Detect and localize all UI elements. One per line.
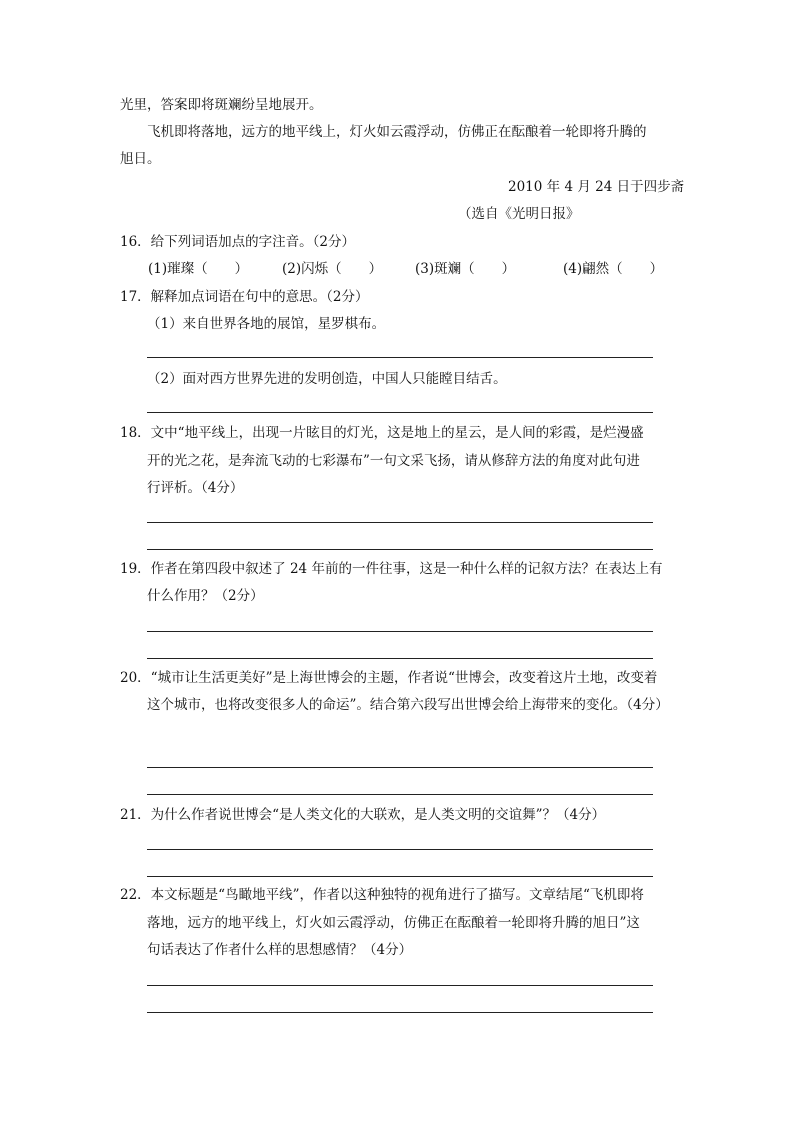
q19-line-2: 什么作用？（2分） [147, 588, 264, 604]
q17-sub-1: （1）来自世界各地的展馆，星罗棋布。 [147, 316, 386, 332]
q22-line-1: 22．本文标题是“鸟瞰地平线”，作者以这种独特的视角进行了描写。文章结尾“飞机即将 [120, 887, 644, 903]
q20-line-2: 这个城市，也将改变很多人的命运”。结合第六段写出世博会给上海带来的变化。（4分） [147, 697, 669, 713]
q22-line-3: 句话表达了作者什么样的思想感情？（4分） [147, 942, 413, 958]
q16-option-1: (1)璀璨（ ） [148, 261, 249, 277]
q18-line-1: 18．文中“地平线上，出现一片眩目的灯光，这是地上的星云，是人间的彩霞，是烂漫盛 [120, 425, 644, 441]
q18-answer-line-1[interactable] [147, 522, 653, 523]
passage-para2-line-1: 飞机即将落地，远方的地平线上，灯火如云霞浮动，仿佛正在酝酿着一轮即将升腾的 [147, 124, 647, 140]
q17-answer-line-2[interactable] [147, 412, 653, 413]
q21-line-1: 21．为什么作者说世博会“是人类文化的大联欢，是人类文明的交谊舞”？（4分） [120, 807, 606, 823]
q16-stem: 16．给下列词语加点的字注音。（2分） [120, 234, 356, 250]
q16-option-3: (3)斑斓（ ） [415, 261, 516, 277]
q22-answer-line-1[interactable] [147, 985, 653, 986]
q20-line-1: 20．“城市让生活更美好”是上海世博会的主题，作者说“世博会，改变着这片土地，改变着 [120, 670, 658, 686]
q16-option-2: (2)闪烁（ ） [282, 261, 383, 277]
q20-answer-line-1[interactable] [147, 767, 653, 768]
q19-line-1: 19．作者在第四段中叙述了 24 年前的一件往事，这是一种什么样的记叙方法？在表达上有 [120, 561, 663, 577]
passage-source: （选自《光明日报》 [458, 206, 580, 222]
q17-answer-line-1[interactable] [147, 357, 653, 358]
q16-option-4: (4)翩然（ ） [563, 261, 664, 277]
q21-answer-line-1[interactable] [147, 849, 653, 850]
q19-answer-line-1[interactable] [147, 631, 653, 632]
q19-answer-line-2[interactable] [147, 658, 653, 659]
q22-answer-line-2[interactable] [147, 1012, 653, 1013]
q17-sub-2: （2）面对西方世界先进的发明创造，中国人只能瞠目结舌。 [147, 371, 507, 387]
q22-line-2: 落地，远方的地平线上，灯火如云霞浮动，仿佛正在酝酿着一轮即将升腾的旭日”这 [147, 915, 640, 931]
q21-answer-line-2[interactable] [147, 876, 653, 877]
passage-line-1: 光里，答案即将斑斓纷呈地展开。 [120, 97, 323, 113]
q17-stem: 17．解释加点词语在句中的意思。（2分） [120, 289, 369, 305]
passage-date: 2010 年 4 月 24 日于四步斋 [508, 179, 685, 195]
q20-answer-line-2[interactable] [147, 794, 653, 795]
q18-answer-line-2[interactable] [147, 549, 653, 550]
q18-line-3: 行评析。（4分） [147, 480, 244, 496]
passage-para2-line-2: 旭日。 [120, 151, 161, 167]
q18-line-2: 开的光之花，是奔流飞动的七彩瀑布”一句文采飞扬，请从修辞方法的角度对此句进 [147, 453, 640, 469]
